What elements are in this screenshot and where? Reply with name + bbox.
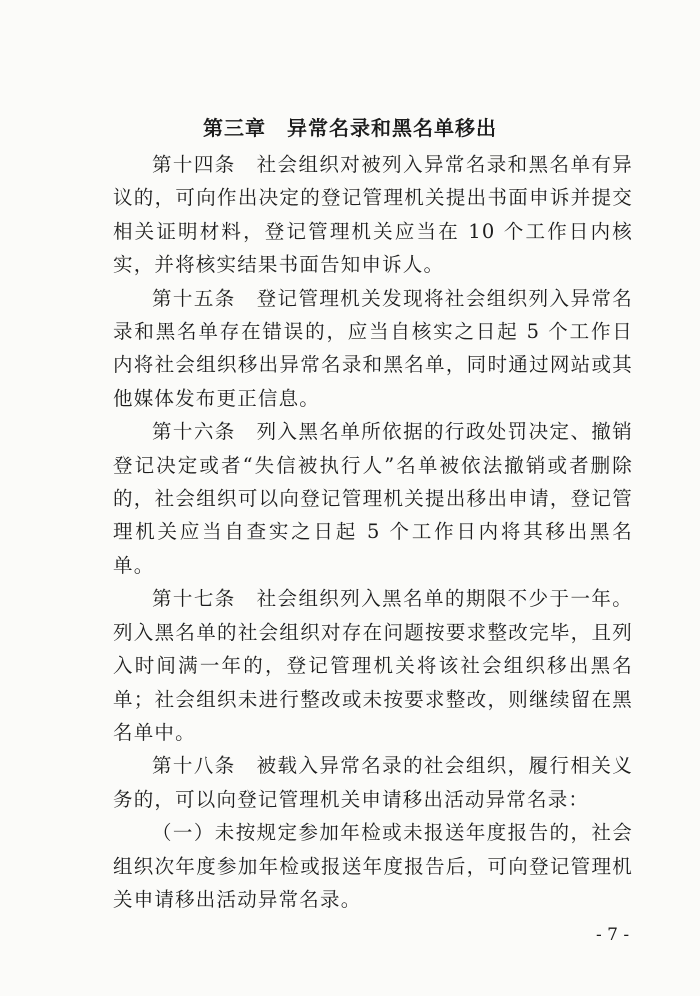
article-15-paragraph: 第十五条 登记管理机关发现将社会组织列入异常名录和黑名单存在错误的，应当自核实之日起 5 个工作日内将社会组织移出异常名录和黑名单，同时通过网站或其他媒体发布更正信息。 [113,286,633,410]
article-17-paragraph: 第十七条 社会组织列入黑名单的期限不少于一年。列入黑名单的社会组织对存在问题按要求整改完毕，且列入时间满一年的，登记管理机关将该社会组织移出黑名单；社会组织未进行整改或未按要求整改，则继续留在黑名单中。 [113,587,633,744]
article-18-item-1-paragraph: （一）未按规定参加年检或未报送年度报告的，社会组织次年度参加年检或报送年度报告后，可向登记管理机关申请移出活动异常名录。 [113,821,633,911]
chapter-title: 第三章 异常名录和黑名单移出 [203,116,497,140]
article-14-paragraph: 第十四条 社会组织对被列入异常名录和黑名单有异议的，可向作出决定的登记管理机关提出书面申诉并提交相关证明材料，登记管理机关应当在 10 个工作日内核实，并将核实结果书面告知申诉人。 [113,153,633,277]
document-body [113,148,633,916]
page-number: - 7 - [596,925,630,945]
article-18-paragraph: 第十八条 被载入异常名录的社会组织，履行相关义务的，可以向登记管理机关申请移出活动异常名录： [113,754,633,811]
article-16-paragraph: 第十六条 列入黑名单所依据的行政处罚决定、撤销登记决定或者“失信被执行人”名单被依法撤销或者删除的，社会组织可以向登记管理机关提出移出申请，登记管理机关应当自查实之日起 5 个工作日内将其移出黑名单。 [113,420,633,577]
